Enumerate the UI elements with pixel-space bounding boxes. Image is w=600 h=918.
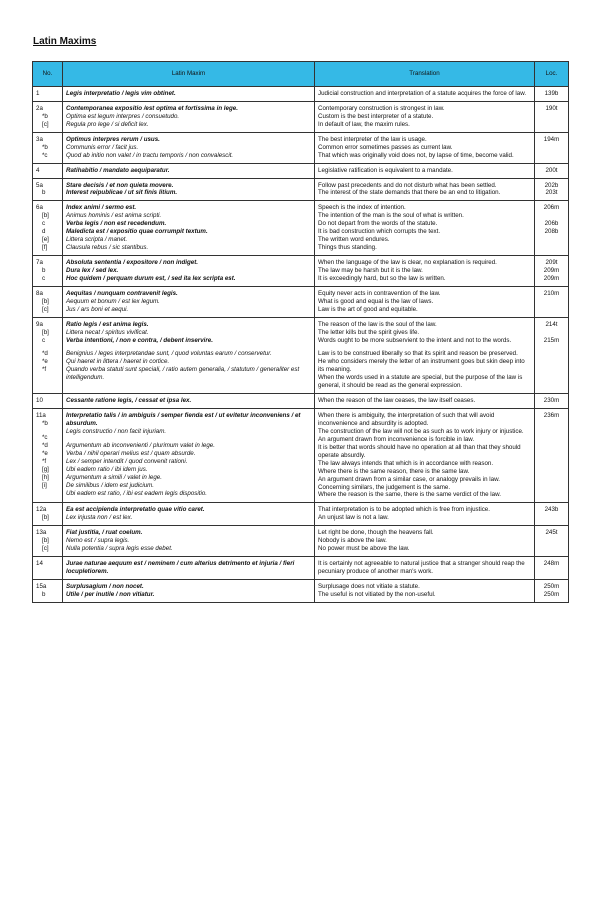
latin-maxim-cell (63, 201, 315, 256)
translation-line: Law is the art of good and equitable. (318, 305, 418, 313)
latin-maxim-line: Qui haeret in littera / haeret in cortice. (66, 358, 170, 366)
latin-maxim-line: Nulla potentia / supra legis esse debet. (66, 545, 173, 553)
row-number: *c (42, 151, 48, 159)
location-ref: 194m (543, 135, 560, 143)
header-latin-maxim: Latin Maxim (63, 62, 315, 87)
latin-maxim-cell (63, 163, 315, 178)
row-number: 13a (36, 529, 47, 537)
translation-line: The useful is not vitiated by the non-useful. (318, 590, 436, 598)
latin-maxim-cell (63, 557, 315, 580)
translation-line: The interest of the state demands that there be an end to litigation. (318, 189, 501, 197)
row-number: 9a (36, 320, 43, 328)
table-row (33, 178, 569, 201)
row-number: [b] (42, 328, 49, 336)
latin-maxim-line: Utile / per inutile / non vitiatur. (66, 590, 155, 598)
latin-maxim-line: Ubi eadem ratio / ibi idem jus. (66, 465, 148, 473)
latin-maxim-line: Aequitas / nunquam contravenit legis. (66, 289, 178, 297)
location-ref: 139b (544, 90, 559, 97)
latin-maxim-line: Quod ab initio non valet / in tractu temporis / non convalescit. (66, 151, 234, 159)
latin-maxim-line: Dura lex / sed lex. (66, 266, 119, 274)
row-number: *d (42, 350, 48, 358)
translation-cell (315, 178, 535, 201)
translation-line: An unjust law is not a law. (318, 514, 389, 522)
table-row (33, 557, 569, 580)
location-ref (538, 212, 565, 220)
table-row (33, 526, 569, 557)
row-number: c (42, 220, 46, 228)
translation-line: An argument drawn from a similar case, or analogy prevails in law. (318, 475, 500, 483)
translation-cell (315, 394, 535, 409)
document-title: Latin Maxims (33, 36, 97, 47)
row-number-cell (33, 526, 63, 557)
row-number: *e (42, 449, 48, 457)
location-ref: 215m (543, 336, 560, 344)
translation-line: Judicial construction and interpretation of a statute acquires the force of law. (318, 90, 527, 97)
row-number: 5a (36, 181, 43, 189)
translation-cell (315, 526, 535, 557)
location-ref: 230m (543, 397, 560, 405)
row-number: *b (42, 112, 48, 120)
translation-line: It is certainly not agreeable to natural justice that a stranger should reap the pecuniary produce of another man's work. (318, 560, 525, 575)
latin-maxim-line: Ratihabitio / mandato aequiparatur. (66, 166, 170, 174)
row-number: [b] (42, 537, 49, 545)
row-number: d (42, 228, 46, 236)
location-ref: 209m (543, 274, 560, 282)
row-number: 4 (36, 166, 40, 174)
translation-line: He who considers merely the letter of an instrument goes but skin deep into its meaning. (318, 358, 525, 374)
row-number: b (42, 266, 46, 274)
location-cell (535, 201, 569, 256)
latin-maxim-cell (63, 579, 315, 602)
latin-maxim-line: Verba intentioni, / non e contra, / debent inservire. (66, 336, 213, 344)
table-row (33, 409, 569, 503)
translation-line: Common error sometimes passes as current law. (318, 143, 453, 151)
translation-line: Custom is the best interpreter of a statute. (318, 112, 434, 120)
table-row (33, 503, 569, 526)
location-ref: 209m (543, 266, 560, 274)
translation-line: When the language of the law is clear, no explanation is required. (318, 259, 497, 266)
translation-line: It is better that words should have no operation at all than that they should operate absurdly. (318, 443, 521, 459)
location-cell (535, 579, 569, 602)
translation-line: That interpretation is to be adopted which is free from injustice. (318, 506, 490, 514)
row-number-cell (33, 409, 63, 503)
latin-maxim-line: Jus / ars boni et aequi. (66, 305, 129, 313)
row-number: *b (42, 420, 48, 427)
translation-cell (315, 579, 535, 602)
translation-line: Speech is the index of intention. (318, 204, 406, 212)
row-number: *c (42, 433, 48, 441)
latin-maxim-line: Interest reipublicae / ut sit finis litium. (66, 189, 178, 197)
translation-line: Do not depart from the words of the statute. (318, 220, 438, 228)
location-cell (535, 394, 569, 409)
translation-line: Contemporary construction is strongest in law. (318, 104, 445, 112)
translation-line: Where the reason is the same, there is the same verdict of the law. (318, 491, 501, 499)
latin-maxim-line: Optima est legum interpres / consuetudo. (66, 112, 180, 120)
row-number: [c] (42, 120, 49, 128)
table-row (33, 256, 569, 287)
latin-maxim-cell (63, 132, 315, 163)
translation-cell (315, 409, 535, 503)
row-number: [f] (42, 244, 48, 252)
translation-line: The best interpreter of the law is usage. (318, 135, 427, 143)
table-row (33, 317, 569, 394)
location-cell (535, 256, 569, 287)
location-ref: 214t (545, 320, 558, 328)
latin-maxim-line: Jurae naturae aequum est / neminem / cum alterius detrimento et injuria / fieri locupletiorem. (66, 560, 295, 575)
latin-maxim-line: Animus hominis / est anima scripti. (66, 212, 162, 220)
translation-cell (315, 87, 535, 102)
latin-maxim-line: Fiat justitia, / ruat coelum. (66, 529, 143, 537)
translation-line: Things thus standing. (318, 244, 377, 252)
table-row (33, 101, 569, 132)
translation-line: The intention of the man is the soul of what is written. (318, 212, 464, 220)
translation-line: Follow past precedents and do not disturb what has been settled. (318, 181, 497, 189)
translation-cell (315, 286, 535, 317)
translation-line: That which was originally void does not, by lapse of time, become valid. (318, 151, 514, 159)
latin-maxim-cell (63, 178, 315, 201)
location-ref: 236m (543, 412, 560, 420)
row-number-cell (33, 394, 63, 409)
latin-maxim-line: Argumentum ab inconvenienti / plurimum valet in lege. (66, 441, 215, 449)
row-number: [c] (42, 545, 49, 553)
row-number: [e] (42, 236, 49, 244)
latin-maxim-line: Regula pro lege / si deficit lex. (66, 120, 149, 128)
translation-line: Concerning similars, the judgement is the same. (318, 483, 451, 491)
translation-line: When there is ambiguity, the interpretation of such that will avoid inconvenience and absurdity is adopted. (318, 412, 495, 427)
location-ref: 250m (543, 590, 560, 598)
row-number-cell (33, 178, 63, 201)
translation-cell (315, 201, 535, 256)
table-row (33, 163, 569, 178)
location-ref: 203t (545, 189, 558, 197)
location-ref: 206m (543, 204, 560, 212)
latin-maxim-line: Verba / nihil operari melius est / quam absurde. (66, 449, 196, 457)
translation-line: The reason of the law is the soul of the law. (318, 320, 437, 328)
latin-maxim-line: Verba legis / non est recedendum. (66, 220, 167, 228)
latin-maxim-cell (63, 286, 315, 317)
translation-line: When the reason of the law ceases, the law itself ceases. (318, 397, 476, 405)
location-cell (535, 526, 569, 557)
location-ref: 245t (545, 529, 558, 537)
row-number: c (42, 274, 46, 282)
location-ref (538, 244, 565, 252)
translation-line: It is exceedingly hard, but so the law is written. (318, 274, 446, 282)
row-number: 2a (36, 104, 43, 112)
latin-maxim-cell (63, 87, 315, 102)
row-number: b (42, 189, 46, 197)
row-number: [b] (42, 514, 49, 522)
translation-cell (315, 557, 535, 580)
location-ref: 210m (543, 289, 560, 297)
row-number: 8a (36, 289, 43, 297)
row-number: 10 (36, 397, 43, 405)
location-cell (535, 163, 569, 178)
row-number: [g] (42, 465, 49, 473)
row-number-cell (33, 132, 63, 163)
translation-line: Law is to be construed liberally so that its spirit and reason be preserved. (318, 350, 518, 358)
location-cell (535, 132, 569, 163)
row-number-cell (33, 163, 63, 178)
latin-maxim-line: Ratio legis / est anima legis. (66, 320, 149, 328)
location-cell (535, 503, 569, 526)
latin-maxim-line: Lex injusta non / est lex. (66, 514, 133, 522)
row-number: 15a (36, 582, 47, 590)
latin-maxim-line: Interpretatio talis / in ambiguis / semper fienda est / ut evitetur inconveniens / et absurdum. (66, 412, 301, 427)
row-number: c (42, 336, 46, 344)
location-ref: 248m (543, 560, 560, 568)
location-ref: 202b (544, 181, 559, 189)
table-row (33, 394, 569, 409)
translation-line: The letter kills but the spirit gives life. (318, 328, 420, 336)
latin-maxim-line: Stare decisis / et non quieta movere. (66, 181, 174, 189)
latin-maxim-line: Argumentum a simili / valet in lege. (66, 473, 162, 481)
location-ref: 190t (545, 104, 558, 112)
table-row (33, 286, 569, 317)
row-number-cell (33, 201, 63, 256)
latin-maxim-line: Surplusagium / non nocet. (66, 582, 144, 590)
latin-maxim-line: Hoc quidem / perquam durum est, / sed ita lex scripta est. (66, 274, 236, 282)
row-number: [c] (42, 305, 49, 313)
row-number: 14 (36, 560, 43, 568)
row-number: *e (42, 358, 48, 366)
row-number: [h] (42, 473, 49, 481)
row-number-cell (33, 256, 63, 287)
location-ref: 243b (544, 506, 559, 514)
row-number-cell (33, 87, 63, 102)
table-row (33, 579, 569, 602)
translation-line: Where there is the same reason, there is the same law. (318, 467, 470, 475)
location-cell (535, 178, 569, 201)
translation-line: The written word endures. (318, 236, 390, 244)
latin-maxim-line: Communis error / facit jus. (66, 143, 139, 151)
location-cell (535, 557, 569, 580)
latin-maxim-line: Optimus interpres rerum / usus. (66, 135, 160, 143)
latin-maxim-line: Lex / semper intendit / quod convenit rationi. (66, 457, 188, 465)
latin-maxim-cell (63, 256, 315, 287)
translation-line: An argument drawn from inconvenience is forcible in law. (318, 435, 475, 443)
row-number: 3a (36, 135, 43, 143)
translation-line: No power must be above the law. (318, 545, 410, 553)
latin-maxim-cell (63, 409, 315, 503)
translation-line: Let right be done, though the heavens fall. (318, 529, 434, 537)
latin-maxim-line: Littera necat / spiritus vivificat. (66, 328, 149, 336)
row-number-cell (33, 557, 63, 580)
location-ref: 209t (545, 259, 558, 266)
location-cell (535, 87, 569, 102)
location-ref: 200t (545, 166, 558, 174)
header-loc: Loc. (535, 62, 569, 87)
row-number-cell (33, 503, 63, 526)
latin-maxim-cell (63, 317, 315, 394)
translation-cell (315, 132, 535, 163)
latin-maxim-cell (63, 101, 315, 132)
translation-line: In default of law, the maxim rules. (318, 120, 410, 128)
maxims-table (32, 61, 569, 603)
latin-maxim-line: Ea est accipienda interpretatio quae vitio caret. (66, 506, 205, 514)
latin-maxim-cell (63, 526, 315, 557)
latin-maxim-line: Cessante ratione legis, / cessat et ipsa lex. (66, 397, 192, 405)
translation-cell (315, 101, 535, 132)
latin-maxim-line: Aequum et bonum / est lex legum. (66, 297, 160, 305)
row-number: 12a (36, 506, 47, 514)
translation-line: Words ought to be more subservient to the intent and not to the words. (318, 336, 512, 344)
latin-maxim-line: Nemo est / supra legis. (66, 537, 130, 545)
latin-maxim-line: Ubi eadem est ratio, / ibi est eadem legis dispositio. (66, 489, 208, 497)
translation-cell (315, 317, 535, 394)
row-number: 11a (36, 412, 46, 420)
translation-line: Surplusage does not vitiate a statute. (318, 582, 420, 590)
translation-line: Legislative ratification is equivalent to a mandate. (318, 166, 453, 174)
header-translation: Translation (315, 62, 535, 87)
row-number: *d (42, 441, 48, 449)
table-row (33, 87, 569, 102)
spacer (538, 329, 565, 337)
row-number-cell (33, 101, 63, 132)
translation-line: The construction of the law will not be as such as to work injury or injustice. (318, 427, 524, 435)
row-number: 1 (36, 90, 40, 97)
translation-cell (315, 256, 535, 287)
row-number: [i] (42, 481, 47, 489)
latin-maxim-cell (63, 503, 315, 526)
translation-cell (315, 503, 535, 526)
row-number: *b (42, 143, 48, 151)
row-number-cell (33, 286, 63, 317)
latin-maxim-line: Benignius / leges interpretandae sunt, / quod voluntas earum / conservetur. (66, 350, 272, 358)
latin-maxim-line: Index animi / sermo est. (66, 204, 137, 212)
row-number: 7a (36, 259, 43, 266)
translation-line: The law always intends that which is in accordance with reason. (318, 459, 494, 467)
location-cell (535, 409, 569, 503)
header-no: No. (33, 62, 63, 87)
translation-line: What is good and equal is the law of laws. (318, 297, 434, 305)
table-header-row (33, 62, 569, 87)
translation-line: Nobody is above the law. (318, 537, 387, 545)
location-cell (535, 286, 569, 317)
latin-maxim-line: Quando verba statuti sunt speciali, / ratio autem generalia, / statutum / generaliter est intelligendum. (66, 366, 300, 382)
translation-line: It is bad construction which corrupts the text. (318, 228, 441, 236)
latin-maxim-line: Clausula rebus / sic stantibus. (66, 244, 149, 252)
translation-cell (315, 163, 535, 178)
translation-line: When the words used in a statute are special, but the purpose of the law is general, it should be read as the general expression. (318, 374, 523, 390)
latin-maxim-line: Maledicta est / expositio quae corrumpit textum. (66, 228, 208, 236)
location-cell (535, 317, 569, 394)
location-cell (535, 101, 569, 132)
latin-maxim-line: Legis interpretatio / legis vim obtinet. (66, 90, 176, 97)
latin-maxim-line: Littera scripta / manet. (66, 236, 128, 244)
row-number: 6a (36, 204, 43, 212)
row-number: b (42, 590, 46, 598)
row-number: *f (42, 366, 47, 374)
table-row (33, 132, 569, 163)
table-row (33, 201, 569, 256)
row-number: [b] (42, 212, 49, 220)
table-body (33, 87, 569, 603)
translation-line: The law may be harsh but it is the law. (318, 266, 423, 274)
latin-maxim-line: De similibus / idem est judicium. (66, 481, 155, 489)
row-number-cell (33, 579, 63, 602)
latin-maxim-line: Legis constructio / non facit injuriam. (66, 427, 167, 435)
latin-maxim-cell (63, 394, 315, 409)
location-ref: 208b (544, 228, 559, 236)
translation-line: Equity never acts in contravention of the law. (318, 289, 441, 297)
latin-maxim-line: Absoluta sententia / expositore / non indiget. (66, 259, 199, 266)
location-ref: 206b (544, 220, 559, 228)
location-ref (538, 236, 565, 244)
row-number-cell (33, 317, 63, 394)
latin-maxim-line: Contemporanea expositio /est optima et fortissima in lege. (66, 104, 238, 112)
row-number: *f (42, 457, 47, 465)
location-ref: 250m (543, 582, 560, 590)
row-number: [b] (42, 297, 49, 305)
